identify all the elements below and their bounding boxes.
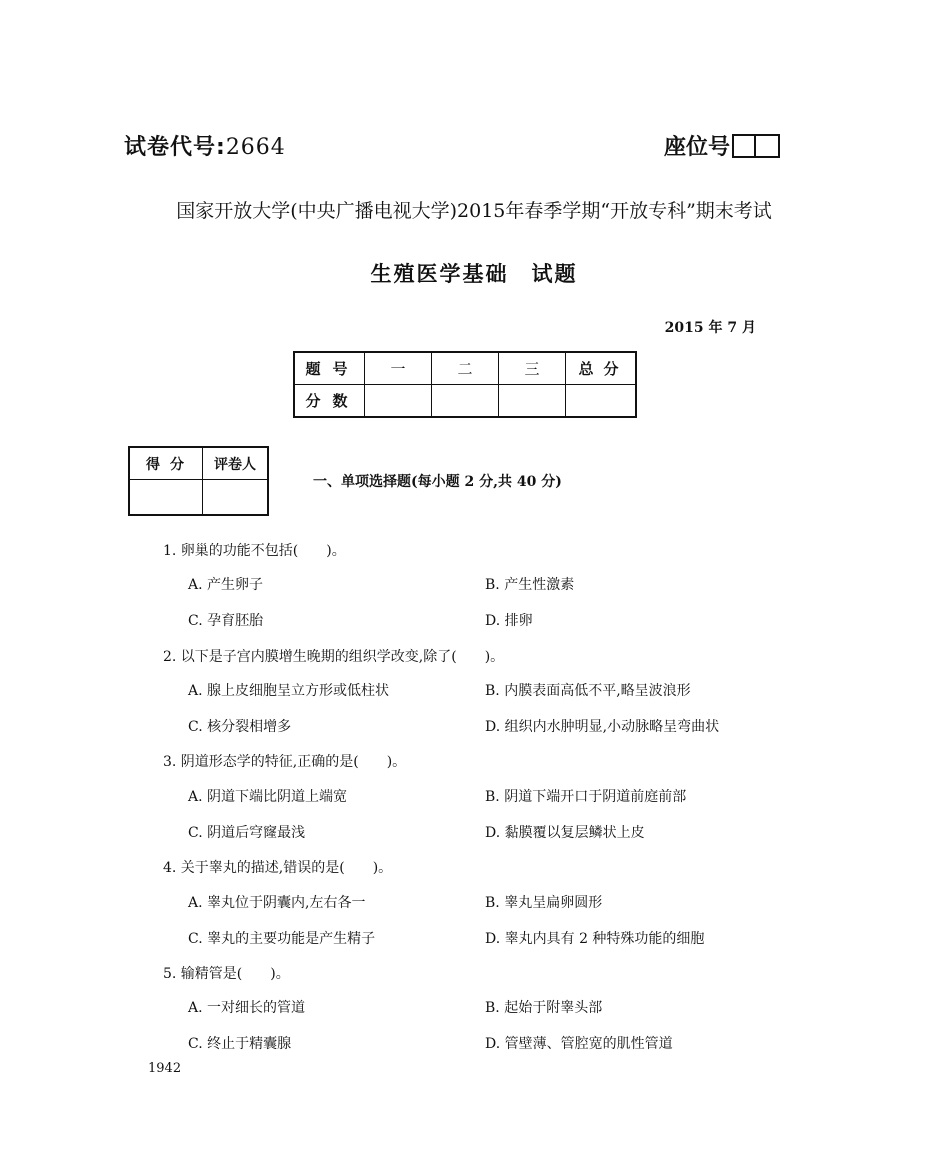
grader-box: [128, 446, 269, 516]
grader-score-label: 得分: [129, 447, 203, 480]
seat-number: [664, 130, 780, 161]
question-option: A. 阴道下端比阴道上端宽: [188, 789, 348, 805]
question-option: B. 产生性激素: [485, 577, 575, 593]
seat-box: [732, 134, 756, 158]
question-option: B. 睾丸呈扁卵圆形: [485, 895, 603, 911]
grader-name-label: 评卷人: [203, 447, 269, 480]
score-cell: [365, 385, 432, 418]
seat-box: [756, 134, 780, 158]
score-table-col-2: 二: [432, 352, 499, 385]
grader-box-header: [129, 447, 268, 480]
score-table: [293, 351, 637, 418]
question-option: D. 黏膜覆以复层鳞状上皮: [485, 825, 645, 841]
score-table-row-label: 分数: [294, 385, 365, 418]
paper-code-label: 试卷代号:: [124, 135, 226, 160]
score-cell: [432, 385, 499, 418]
question-option: D. 排卵: [485, 613, 533, 629]
question-option: C. 孕育胚胎: [188, 613, 264, 629]
seat-number-label: 座位号: [664, 135, 731, 160]
exam-title: 国家开放大学(中央广播电视大学)2015年春季学期“开放专科”期末考试: [176, 200, 772, 222]
question-option: B. 内膜表面高低不平,略呈波浪形: [485, 683, 691, 699]
question-option: A. 一对细长的管道: [188, 1000, 306, 1016]
question-stem: 5. 输精管是( )。: [163, 966, 290, 982]
question-option: A. 睾丸位于阴囊内,左右各一: [188, 895, 366, 911]
subject-title: 生殖医学基础 试题: [370, 262, 578, 286]
question-stem: 4. 关于睾丸的描述,错误的是( )。: [163, 860, 393, 876]
score-table-col-1: 一: [365, 352, 432, 385]
section-title: 一、单项选择题(每小题 2 分,共 40 分): [313, 474, 562, 490]
score-cell: [499, 385, 566, 418]
question-option: B. 起始于附睾头部: [485, 1000, 603, 1016]
question-option: C. 核分裂相增多: [188, 719, 292, 735]
paper-code: [124, 130, 286, 161]
score-cell: [566, 385, 637, 418]
grader-name-cell: [203, 480, 269, 516]
question-option: D. 睾丸内具有 2 种特殊功能的细胞: [485, 931, 705, 947]
paper-code-number: 2664: [225, 135, 286, 160]
question-option: A. 产生卵子: [188, 577, 264, 593]
score-table-score-row: [294, 385, 636, 418]
score-table-total: 总分: [566, 352, 637, 385]
question-stem: 2. 以下是子宫内膜增生晚期的组织学改变,除了( )。: [163, 649, 505, 665]
question-option: C. 终止于精囊腺: [188, 1036, 292, 1052]
page-number: 1942: [148, 1061, 182, 1076]
score-table-row-label: 题号: [294, 352, 365, 385]
question-option: C. 阴道后穹窿最浅: [188, 825, 306, 841]
question-option: B. 阴道下端开口于阴道前庭前部: [485, 789, 687, 805]
grader-box-body: [129, 480, 268, 516]
question-option: D. 管壁薄、管腔宽的肌性管道: [485, 1036, 673, 1052]
exam-date: 2015 年 7 月: [664, 320, 756, 336]
grader-score-cell: [129, 480, 203, 516]
question-option: D. 组织内水肿明显,小动脉略呈弯曲状: [485, 719, 720, 735]
question-stem: 1. 卵巢的功能不包括( )。: [163, 543, 346, 559]
question-option: A. 腺上皮细胞呈立方形或低柱状: [188, 683, 390, 699]
question-option: C. 睾丸的主要功能是产生精子: [188, 931, 376, 947]
score-table-header-row: [294, 352, 636, 385]
question-stem: 3. 阴道形态学的特征,正确的是( )。: [163, 754, 407, 770]
score-table-col-3: 三: [499, 352, 566, 385]
seat-number-boxes: [732, 134, 780, 158]
